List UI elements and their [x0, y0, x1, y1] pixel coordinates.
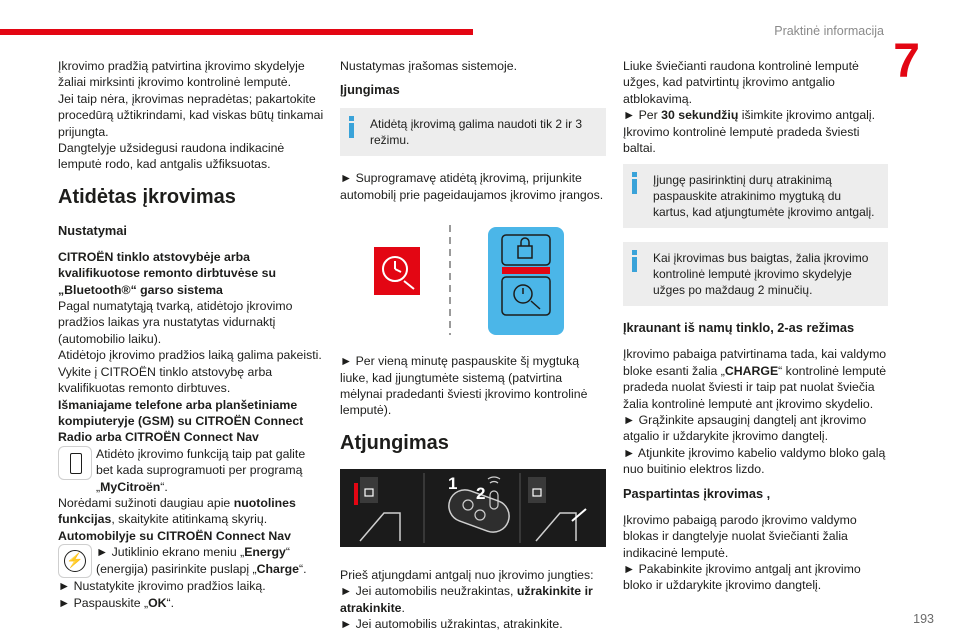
- unlock-svg: [340, 469, 606, 547]
- page-number: 193: [913, 612, 934, 626]
- step: ► Nustatykite įkrovimo pradžios laiką.: [58, 579, 266, 594]
- paragraph: Liuke šviečianti raudona kontrolinė lemputė užges, kad patvirtintų įkrovimo antgalio atblokavimą.: [623, 59, 859, 106]
- paragraph: Pagal numatytąją tvarką, atidėtojo įkrovimo pradžios laikas yra nustatytas vidurnaktį (automobilio laiku).: [58, 299, 293, 346]
- top-accent-bar: [0, 29, 473, 35]
- step: ► Pakabinkite įkrovimo antgalį ant įkrovimo bloko ir uždarykite įkrovimo dangtelį.: [623, 561, 861, 593]
- heading-home-charging: Įkraunant iš namų tinklo, 2-as režimas: [623, 320, 855, 336]
- heading-activation: Įjungimas: [340, 82, 400, 98]
- energy-bolt-icon: ⚡: [58, 544, 92, 578]
- step-number-2: 2: [476, 483, 486, 503]
- info-note: Įjungę pasirinktinį durų atrakinimą paspauskite atrakinimo mygtuką du kartus, kad atjungtumėte įkrovimo antgalį.: [623, 164, 888, 228]
- step: ► Jei automobilis užrakintas, atrakinkite.: [340, 617, 563, 632]
- step-number-1: 1: [448, 473, 458, 493]
- charging-button: [488, 227, 564, 335]
- step: ► Grąžinkite apsauginį dangtelį ant įkrovimo atgalio ir uždarykite įkrovimo dangtelį.: [623, 413, 867, 444]
- app-row: Atidėto įkrovimo funkciją taip pat galite bet kada suprogramuoti per programą „MyCitroën“.: [58, 446, 324, 495]
- info-note: Kai įkrovimas bus baigtas, žalia įkrovimo kontrolinė lemputė įkrovimo skydelyje užges po maždaug 2 minučių.: [623, 242, 888, 306]
- step: ► Per vieną minutę paspauskite šį mygtuką liuke, kad įjungtumėte sistemą (patvirtina mėlynai pradedanti šviesti įkrovimo kontrolinė lemputė).: [340, 354, 588, 418]
- paragraph: Įkrovimo pradžią patvirtina įkrovimo skydelyje žaliai mirksinti įkrovimo kontrolinė lemputė.: [58, 59, 305, 90]
- heading-disconnection: Atjungimas: [340, 431, 449, 454]
- paragraph: Prieš atjungdami antgalį nuo įkrovimo jungties:: [340, 567, 594, 582]
- paragraph: Nustatymas įrašomas sistemoje.: [340, 59, 517, 73]
- heading-settings: Nustatymai: [58, 222, 127, 238]
- step: ► Atjunkite įkrovimo kabelio valdymo bloko galą nuo buitinio elektros lizdo.: [623, 445, 886, 477]
- subheading-connect-nav: Automobilyje su CITROËN Connect Nav: [58, 528, 291, 543]
- paragraph: Įkrovimo kontrolinė lemputė pradeda šviesti baltai.: [623, 124, 860, 156]
- paragraph: Jei taip nėra, įkrovimas nepradėtas; pakartokite procedūrą užtikrindami, kad viskas būtų tinkamai prijungta.: [58, 91, 324, 139]
- step: ► Suprogramavę atidėtą įkrovimą, prijunkite automobilį prie pageidaujamos įkrovimo įrangos.: [340, 171, 604, 202]
- energy-row: ⚡ ► Jutiklinio ekrano meniu „Energy“ (energija) pasirinkite puslapį „Charge“.: [58, 544, 324, 578]
- chapter-number: 7: [893, 35, 920, 88]
- info-note: Atidėtą įkrovimą galima naudoti tik 2 ir 3 režimu.: [340, 108, 606, 156]
- section-title: Praktinė informacija: [774, 24, 884, 38]
- subheading-smartphone: Išmaniajame telefone arba planšetiniame kompiuteryje (GSM) su CITROËN Connect Radio arba CITROËN Connect Nav: [58, 397, 304, 445]
- info-icon: [631, 172, 639, 194]
- heading-fast-charging: Paspartintas įkrovimas ,: [623, 485, 771, 501]
- charging-flap-svg: [340, 219, 606, 339]
- charging-flap-illustration: [340, 219, 606, 339]
- unlock-illustration: [340, 469, 606, 547]
- paragraph: Dangtelyje užsidegusi raudona indikacinė lemputė rodo, kad antgalis užfiksuotas.: [58, 141, 285, 172]
- heading-deferred-charging: Atidėtas įkrovimas: [58, 185, 236, 208]
- info-icon: [631, 250, 639, 272]
- subheading-network: CITROËN tinklo atstovybėje arba kvalifikuotose remonto dirbtuvėse su „Bluetooth®“ garso sistema: [58, 249, 276, 297]
- smartphone-icon: [58, 446, 92, 480]
- app-name: MyCitroën: [100, 479, 161, 494]
- info-icon: [348, 116, 356, 138]
- paragraph: Įkrovimo pabaigą parodo įkrovimo valdymo blokas ir dangtelyje nuolat šviečianti žalia indikacinė lemputė.: [623, 512, 857, 560]
- paragraph: Atidėtojo įkrovimo pradžios laiką galima pakeisti. Vykite į CITROËN tinklo atstovybę arba kvalifikuotas remonto dirbtuves.: [58, 348, 322, 396]
- column-3: Liuke šviečianti raudona kontrolinė lemputė užges, kad patvirtintų įkrovimo antgalio atblokavimą. ► Per 30 sekundžių išimkite įkrovimo antgalį. Įkrovimo kontrolinė lemputė pradeda šviesti baltai. Įjungę pasirinktinį durų atrakinimą paspauskite atrakinimo mygtuką du kartus, kad atjungtumėte įkrovimo antgalį. Kai įkrovimas bus baigtas, žalia įkrovimo kontrolinė lemputė įkrovimo skydelyje užges po maždaug 2 minučių. Įkraunant iš namų tinklo, 2-as režimas Įkrovimo pabaiga patvirtinama tada, kai valdymo bloke esanti žalia „CHARGE“ kontrolinė lemputė pradeda nuolat šviesti ir taip pat nuolat šviečia žalia kontrolinė lemputė ant įkrovimo skydelio. ► Grąžinkite apsauginį dangtelį ant įkrovimo atgalio ir uždarykite įkrovimo dangtelį. ► Atjunkite įkrovimo kabelio valdymo bloko galą nuo buitinio elektros lizdo. Paspartintas įkrovimas , Įkrovimo pabaigą parodo įkrovimo valdymo blokas ir dangtelyje nuolat šviečianti žalia indikacinė lemputė. ► Pakabinkite įkrovimo antgalį ant įkrovimo bloko ir uždarykite įkrovimo dangtelį.: [623, 59, 887, 593]
- column-2: Nustatymas įrašomas sistemoje. Įjungimas Atidėtą įkrovimą galima naudoti tik 2 ir 3 režimu. ► Suprogramavę atidėtą įkrovimą, prijunkite automobilį prie pageidaujamos įkrovimo įrangos. ► Per vieną minutę paspauskite šį mygtuką liuke, kad įjungtumėte sistemą (patvirtina mėlynai pradedanti šviesti įkrovimo kontrolinė lemputė). Atjungimas 1 2 Prieš atjungdami antgalį nuo įkrovimo jungties: ► Jei automobilis neužrakintas, užrakinkite ir atrakinkite. ► Jei automobilis užrakintas, atrakinkite.: [340, 58, 606, 632]
- column-1: Įkrovimo pradžią patvirtina įkrovimo skydelyje žaliai mirksinti įkrovimo kontrolinė lemputė. Jei taip nėra, įkrovimas nepradėtas; pakartokite procedūrą užtikrindami, kad viskas būtų tinkamai prijungta. Dangtelyje užsidegusi raudona indikacinė lemputė rodo, kad antgalis užfiksuotas. Atidėtas įkrovimas Nustatymai CITROËN tinklo atstovybėje arba kvalifikuotose remonto dirbtuvėse su „Bluetooth®“ garso sistema Pagal numatytąją tvarką, atidėtojo įkrovimo pradžios laikas yra nustatytas vidurnaktį (automobilio laiku). Atidėtojo įkrovimo pradžios laiką galima pakeisti. Vykite į CITROËN tinklo atstovybę arba kvalifikuotas remonto dirbtuves. Išmaniajame telefone arba planšetiniame kompiuteryje (GSM) su CITROËN Connect Radio arba CITROËN Connect Nav Atidėto įkrovimo funkciją taip pat galite bet kada suprogramuoti per programą „MyCitroën“. Norėdami sužinoti daugiau apie nuotolines funkcijas, skaitykite atitinkamą skyrių. Automobilyje su CITROËN Connect Nav ⚡ ► Jutiklinio ekrano meniu „Energy“ (energija) pasirinkite puslapį „Charge“. ► Nustatykite įkrovimo pradžios laiką. ► Paspauskite „OK“.: [58, 59, 324, 610]
